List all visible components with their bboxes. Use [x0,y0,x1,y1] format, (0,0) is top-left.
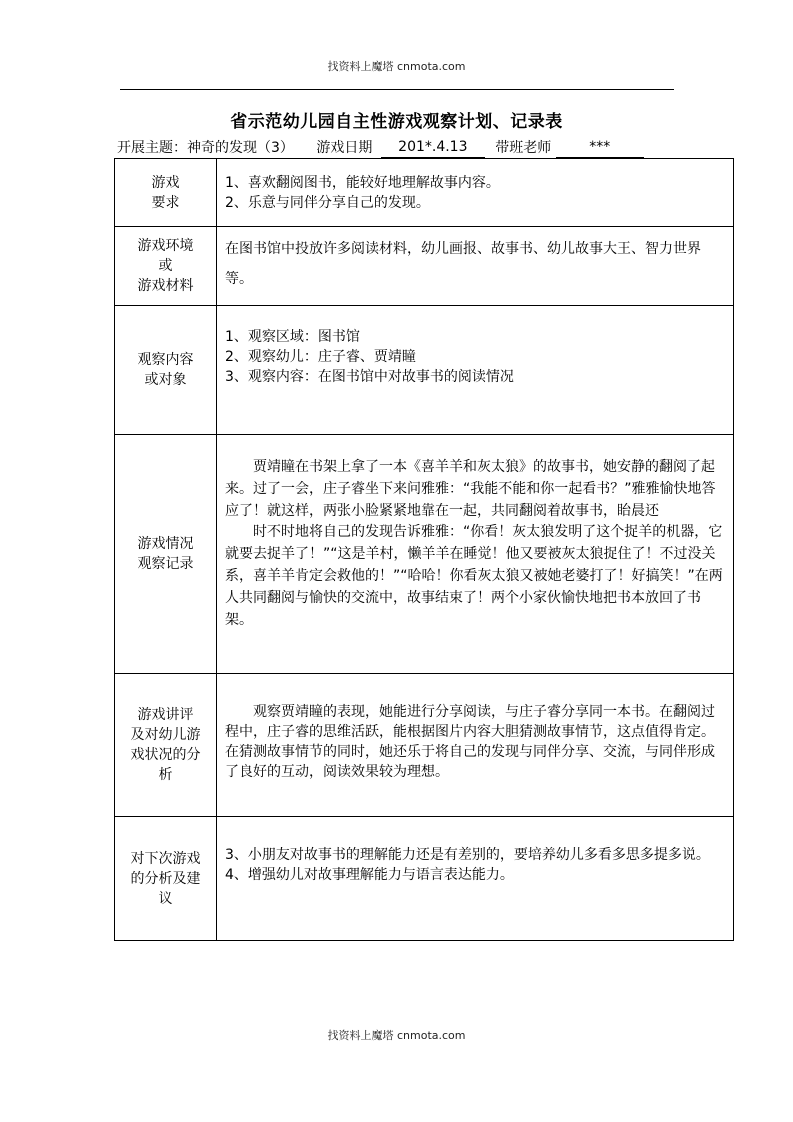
row-content: 在图书馆中投放许多阅读材料，幼儿画报、故事书、幼儿故事大王、智力世界等。 [217,227,734,306]
table-row-observation-record [115,435,734,674]
row-label: 观察内容 或对象 [115,306,217,435]
theme-value: 神奇的发现（3） [187,140,294,156]
theme-label: 开展主题： [117,140,187,156]
table-row-requirements [115,159,734,227]
teacher-label: 带班老师 [495,140,552,156]
table-row-evaluation [115,674,734,817]
table-row-materials [115,227,734,306]
page-header: 找资料上魔塔 cnmota.com [327,60,466,73]
date-label: 游戏日期 [316,140,373,156]
table-row-observation-target [115,306,734,435]
row-label: 游戏 要求 [115,159,217,227]
row-content: 贾靖瞳在书架上拿了一本《喜羊羊和灰太狼》的故事书，她安静的翻阅了起来。过了一会，庄子睿坐下来问雅雅：“我能不能和你一起看书？”雅雅愉快地答应了！就这样，两张小脸紧紧地靠在一起，共同翻阅着故事书，眙晨还 时不时地将自己的发现告诉雅雅：“你看！灰太狼发明了这个捉羊的机器，它就要去捉羊了！”“这是羊村，懒羊羊在睡觉！他又要被灰太狼捉住了！不过没关系，喜羊羊肯定会救他的！”“哈哈！你看灰太狼又被她老婆打了！好搞笑！”在两人共同翻阅与愉快的交流中，故事结束了！两个小家伙愉快地把书本放回了书架。 [217,435,734,674]
row-content: 1、喜欢翻阅图书，能较好地理解故事内容。 2、乐意与同伴分享自己的发现。 [217,159,734,227]
page-footer: 找资料上魔塔 cnmota.com [327,1029,466,1042]
row-content: 3、小朋友对故事书的理解能力还是有差别的，要培养幼儿多看多思多提多说。 4、增强幼儿对故事理解能力与语言表达能力。 [217,817,734,941]
row-content: 1、观察区域：图书馆 2、观察幼儿：庄子睿、贾靖瞳 3、观察内容：在图书馆中对故事书的阅读情况 [217,306,734,435]
row-label: 游戏讲评 及对幼儿游 戏状况的分 析 [115,674,217,817]
header-divider [120,89,674,90]
row-content: 观察贾靖瞳的表现，她能进行分享阅读，与庄子睿分享同一本书。在翻阅过程中，庄子睿的思维活跃，能根据图片内容大胆猜测故事情节，这点值得肯定。在猜测故事情节的同时，她还乐于将自己的发现与同伴分享、交流，与同伴形成了良好的互动，阅读效果较为理想。 [217,674,734,817]
row-label: 对下次游戏 的分析及建 议 [115,817,217,941]
date-value: 201*.4.13 [381,138,485,158]
row-label: 游戏环境 或 游戏材料 [115,227,217,306]
teacher-value: *** [556,138,644,158]
row-label: 游戏情况 观察记录 [115,435,217,674]
table-row-next-steps [115,817,734,941]
document-title: 省示范幼儿园自主性游戏观察计划、记录表 [230,112,563,132]
record-table [114,158,734,941]
info-line [117,138,644,158]
